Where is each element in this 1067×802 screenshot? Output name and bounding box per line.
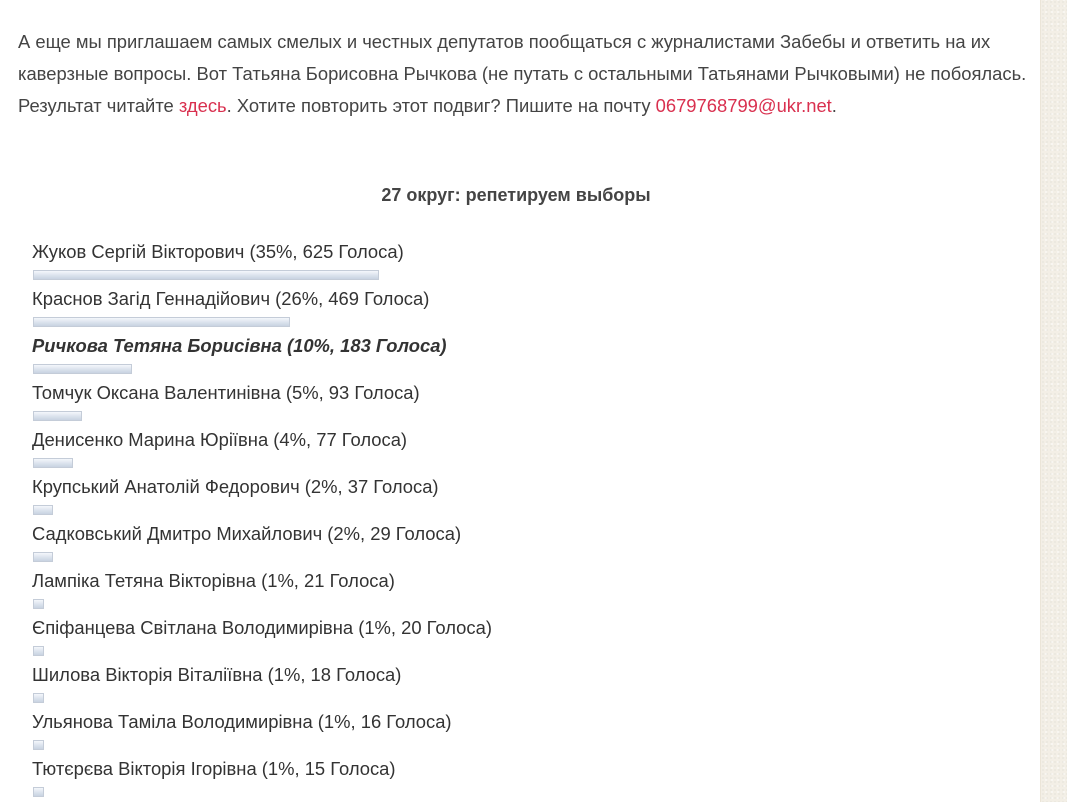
poll-option-label: Ричкова Тетяна Борисівна (10%, 183 Голоса)	[32, 335, 447, 356]
poll-option	[32, 285, 732, 332]
poll-result-bar	[33, 599, 44, 609]
poll-option-label: Шилова Вікторія Віталіївна (1%, 18 Голоса)	[32, 664, 402, 685]
poll-option	[32, 567, 732, 614]
poll-option-label: Томчук Оксана Валентинівна (5%, 93 Голоса)	[32, 382, 420, 403]
poll-result-bar	[33, 787, 44, 797]
poll-result-bar	[33, 411, 82, 421]
poll-result-bar	[33, 505, 53, 515]
intro-text-continued: . Хотите повторить этот подвиг? Пишите на почту	[226, 95, 656, 116]
poll-option	[32, 520, 732, 567]
poll-option-label: Єпіфанцева Світлана Володимирівна (1%, 20 Голоса)	[32, 617, 492, 638]
intro-text: А еще мы приглашаем самых смелых и честных депутатов пообщаться с журналистами Забебы и ответить на их каверзные вопросы. Вот Татьяна Борисовна Рычкова (не путать с остальными Татьянами Рычковыми) не побоялась. Результат читайте	[18, 31, 1027, 116]
poll-results-list	[32, 238, 732, 802]
poll-option-label: Крупський Анатолій Федорович (2%, 37 Голоса)	[32, 476, 439, 497]
read-here-link[interactable]: здесь	[178, 95, 227, 116]
poll-result-bar	[33, 740, 44, 750]
email-link[interactable]: 0679768799@ukr.net	[655, 95, 832, 116]
poll-option	[32, 661, 732, 708]
poll-title: 27 округ: репетируем выборы	[381, 185, 651, 205]
poll-option-label: Садковський Дмитро Михайлович (2%, 29 Голоса)	[32, 523, 462, 544]
intro-text-end: .	[831, 95, 837, 116]
poll-result-bar	[33, 693, 44, 703]
poll-option	[32, 708, 732, 755]
poll-option-label: Краснов Загід Геннадійович (26%, 469 Голоса)	[32, 288, 430, 309]
intro-paragraph	[18, 26, 1028, 122]
poll-option-label: Тютєрєва Вікторія Ігорівна (1%, 15 Голоса)	[32, 758, 396, 779]
poll-option	[32, 473, 732, 520]
poll-option	[32, 379, 732, 426]
poll-result-bar	[33, 646, 44, 656]
poll-result-bar	[33, 364, 132, 374]
poll-result-bar	[33, 552, 53, 562]
poll-option	[32, 238, 732, 285]
poll-option-label: Ульянова Таміла Володимирівна (1%, 16 Голоса)	[32, 711, 452, 732]
page-background-strip	[1040, 0, 1067, 802]
poll-result-bar	[33, 270, 379, 280]
poll-option	[32, 332, 732, 379]
poll-option	[32, 755, 732, 802]
poll-option-label: Денисенко Марина Юріївна (4%, 77 Голоса)	[32, 429, 408, 450]
poll-option-label: Лампіка Тетяна Вікторівна (1%, 21 Голоса)	[32, 570, 395, 591]
poll-option	[32, 426, 732, 473]
poll-option	[32, 614, 732, 661]
poll-result-bar	[33, 458, 73, 468]
poll-result-bar	[33, 317, 290, 327]
poll-option-label: Жуков Сергій Вікторович (35%, 625 Голоса)	[32, 241, 404, 262]
